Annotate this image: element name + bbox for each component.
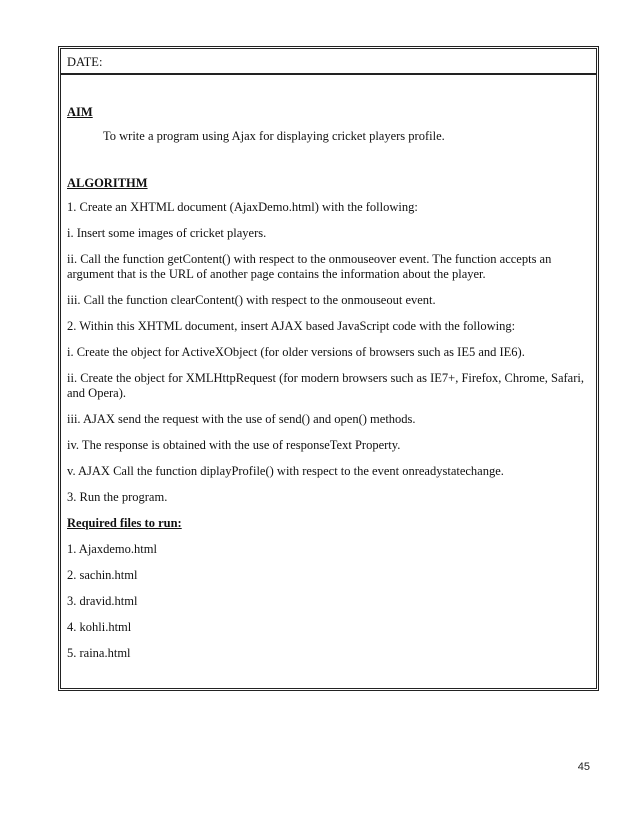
algorithm-heading: ALGORITHM	[67, 176, 148, 190]
date-label: DATE:	[61, 49, 596, 75]
aim-text: To write a program using Ajax for displaying cricket players profile.	[103, 129, 445, 143]
required-file: 5. raina.html	[67, 646, 131, 660]
algorithm-step: ii. Call the function getContent() with respect to the onmouseover event. The function accepts an argument that is the URL of another page contains the information about the player.	[67, 252, 552, 281]
required-file: 4. kohli.html	[67, 620, 132, 634]
algorithm-step: i. Create the object for ActiveXObject (for older versions of browsers such as IE5 and IE6).	[67, 345, 525, 359]
required-file: 3. dravid.html	[67, 594, 138, 608]
algorithm-step: iii. AJAX send the request with the use of send() and open() methods.	[67, 412, 416, 426]
algorithm-step: iv. The response is obtained with the use of responseText Property.	[67, 438, 401, 452]
required-files-heading: Required files to run:	[67, 516, 182, 530]
algorithm-step: v. AJAX Call the function diplayProfile() with respect to the event onreadystatechange.	[67, 464, 504, 478]
aim-heading: AIM	[67, 105, 93, 119]
algorithm-step: i. Insert some images of cricket players.	[67, 226, 267, 240]
content-frame	[58, 46, 599, 691]
required-file: 1. Ajaxdemo.html	[67, 542, 157, 556]
required-file: 2. sachin.html	[67, 568, 138, 582]
algorithm-step: 1. Create an XHTML document (AjaxDemo.html) with the following:	[67, 200, 418, 214]
algorithm-step: ii. Create the object for XMLHttpRequest (for modern browsers such as IE7+, Firefox, Chrome, Safari, and Opera).	[67, 371, 584, 400]
page-content	[67, 105, 586, 661]
algorithm-step: iii. Call the function clearContent() with respect to the onmouseout event.	[67, 293, 436, 307]
page-number: 45	[577, 761, 590, 773]
algorithm-step: 2. Within this XHTML document, insert AJAX based JavaScript code with the following:	[67, 319, 516, 333]
algorithm-step: 3. Run the program.	[67, 490, 168, 504]
